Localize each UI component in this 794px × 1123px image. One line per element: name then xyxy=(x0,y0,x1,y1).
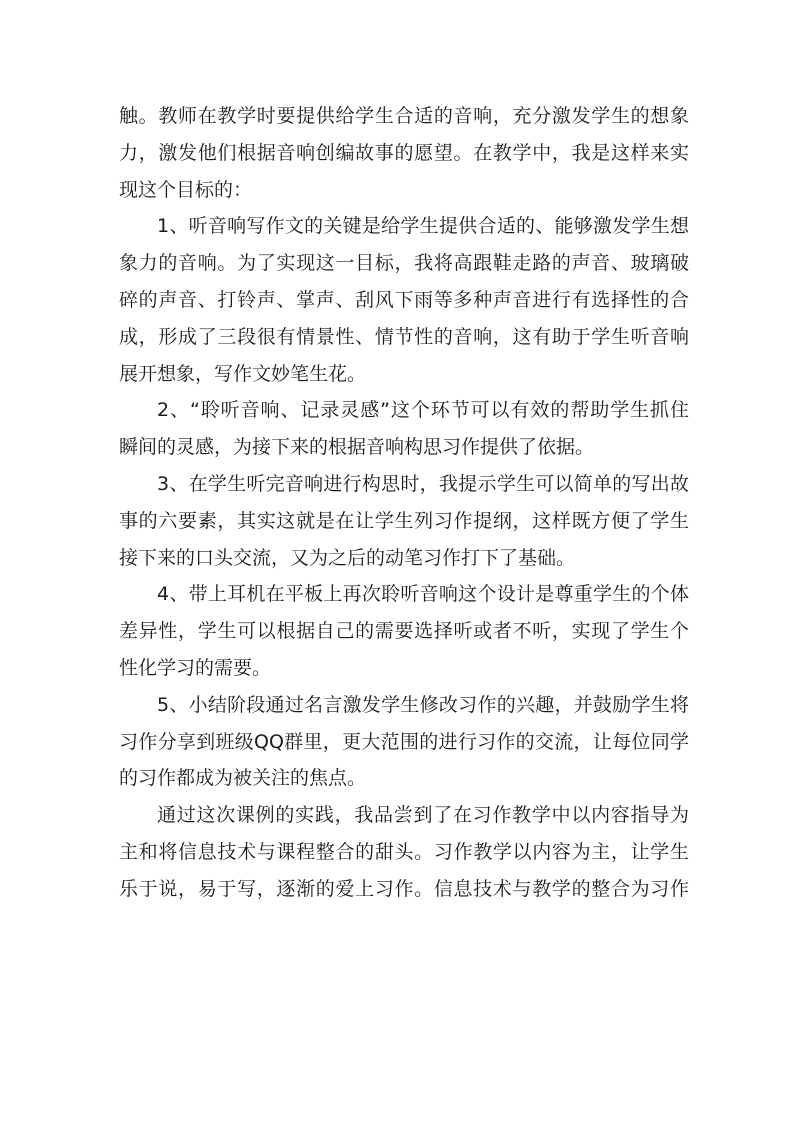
text-line: 瞬间的灵感，为接下来的根据音响构思习作提供了依据。 xyxy=(119,436,595,459)
text-line: 习作分享到班级QQ群里，更大范围的进行习作的交流，让每位同学 xyxy=(119,730,689,753)
text-line: 的习作都成为被关注的焦点。 xyxy=(119,767,367,790)
text-line: 象力的音响。为了实现这一目标，我将高跟鞋走路的声音、玻璃破 xyxy=(119,252,689,275)
paragraph-first-line: 通过这次课例的实践，我品尝到了在习作教学中以内容指导为 xyxy=(157,804,689,827)
text-line: 现这个目标的： xyxy=(119,178,253,201)
text-line: 展开想象，写作文妙笔生花。 xyxy=(119,362,367,385)
paragraph-first-line: 4、带上耳机在平板上再次聆听音响这个设计是尊重学生的个体 xyxy=(157,583,689,606)
text-line: 差异性，学生可以根据自己的需要选择听或者不听，实现了学生个 xyxy=(119,620,689,643)
paragraph-first-line: 2、“聆听音响、记录灵感”这个环节可以有效的帮助学生抓住 xyxy=(157,399,689,422)
text-line: 接下来的口头交流，又为之后的动笔习作打下了基础。 xyxy=(119,546,576,569)
text-line: 触。教师在教学时要提供给学生合适的音响，充分激发学生的想象 xyxy=(119,105,689,127)
paragraph-first-line: 5、小结阶段通过名言激发学生修改习作的兴趣，并鼓励学生将 xyxy=(157,693,689,716)
text-line: 碎的声音、打铃声、掌声、刮风下雨等多种声音进行有选择性的合 xyxy=(119,288,689,311)
document-body xyxy=(119,102,689,912)
text-line: 性化学习的需要。 xyxy=(119,656,272,679)
text-line: 成，形成了三段很有情景性、情节性的音响，这有助于学生听音响 xyxy=(119,325,689,348)
text-line: 力，激发他们根据音响创编故事的愿望。在教学中，我是这样来实 xyxy=(119,141,689,164)
paragraph-first-line: 1、听音响写作文的关键是给学生提供合适的、能够激发学生想 xyxy=(157,215,689,238)
text-line: 乐于说，易于写，逐渐的爱上习作。信息技术与教学的整合为习作 xyxy=(119,877,689,900)
text-line: 主和将信息技术与课程整合的甜头。习作教学以内容为主，让学生 xyxy=(119,840,689,863)
text-line: 事的六要素，其实这就是在让学生列习作提纲，这样既方便了学生 xyxy=(119,509,689,532)
paragraph-first-line: 3、在学生听完音响进行构思时，我提示学生可以简单的写出故 xyxy=(157,472,689,495)
